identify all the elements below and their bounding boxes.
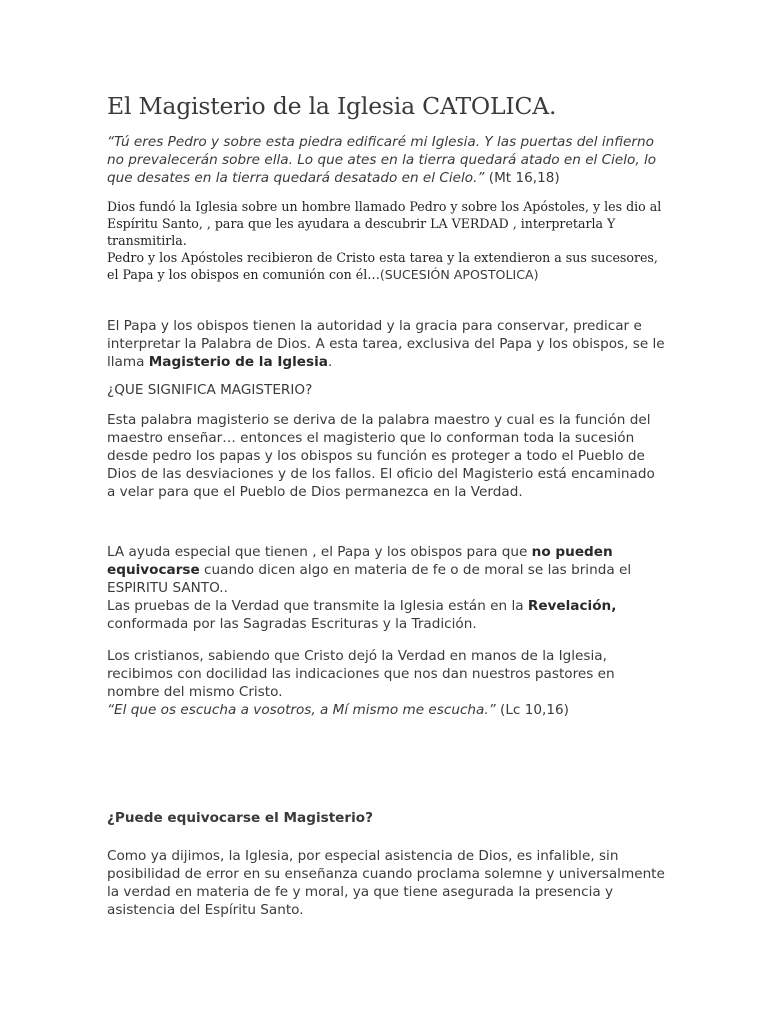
opening-quote [107, 133, 667, 187]
quote-reference: (Mt 16,18) [484, 170, 560, 186]
ayuda-text-a: LA ayuda especial que tienen , el Papa y los obispos para que [107, 544, 532, 560]
no-pueden-bold: no pueden equivocarse [107, 544, 613, 578]
autoridad-text: El Papa y los obispos tienen la autoridad y la gracia para conservar, predicar e interpretar la Palabra de Dios. A esta tarea, exclusiva del Papa y los obispos, se le llama [107, 318, 665, 370]
paragraph-infalible: Como ya dijimos, la Iglesia, por especial asistencia de Dios, es infalible, sin posibilidad de error en su enseñanza cuando proclama solemne y universalmente la verdad en materia de fe y moral, ya que tiene asegurada la presencia y asistencia del Espíritu Santo. [107, 848, 665, 918]
intro-line-2 [107, 249, 667, 284]
intro-line-2-suffix: (SUCESIÓN APOSTOLICA) [379, 267, 539, 282]
intro-line-2-text: Pedro y los Apóstoles recibieron de Cristo esta tarea y la extendieron a sus sucesores, el Papa y los obispos en comunión con él… [107, 250, 658, 282]
ayuda-text-c: Las pruebas de la Verdad que transmite la Iglesia están en la [107, 598, 528, 614]
ayuda-part-2 [107, 597, 667, 633]
paragraph-autoridad [107, 317, 667, 371]
revelacion-bold: Revelación, [527, 598, 617, 614]
paragraph-palabra: Esta palabra magisterio se deriva de la palabra maestro y cual es la función del maestro enseñar… entonces el magisterio que lo conforman toda la sucesión desde pedro los papas y los obispos su función es proteger a todo el Pueblo de Dios de las desviaciones y de los fallos. El oficio del Magisterio está encaminado a velar para que el Pueblo de Dios permanezca en la Verdad. [107, 412, 655, 500]
paragraph-cristianos [107, 647, 667, 719]
heading-puede-equivocarse: ¿Puede equivocarse el Magisterio? [107, 810, 373, 826]
ayuda-text-b: cuando dicen algo en materia de fe o de moral se las brinda el ESPIRITU SANTO.. [107, 562, 632, 596]
magisterio-bold: Magisterio de la Iglesia [148, 354, 328, 370]
ayuda-part-1 [107, 543, 667, 597]
page-title: El Magisterio de la Iglesia CATOLICA. [107, 92, 557, 120]
ayuda-text-d: conformada por las Sagradas Escrituras y la Tradición. [107, 616, 477, 632]
paragraph-ayuda [107, 543, 667, 633]
autoridad-end: . [327, 354, 333, 370]
cristianos-ref: (Lc 10,16) [495, 702, 569, 718]
cristianos-text: Los cristianos, sabiendo que Cristo dejó la Verdad en manos de la Iglesia, recibimos con docilidad las indicaciones que nos dan nuestros pastores en nombre del mismo Cristo. [107, 648, 615, 700]
intro-line-1: Dios fundó la Iglesia sobre un hombre llamado Pedro y sobre los Apóstoles, y les dio al Espíritu Santo, , para que les ayudara a descubrir LA VERDAD , interpretarla Y transmitirla. [107, 199, 662, 248]
cristianos-quote-line [107, 701, 667, 719]
heading-que-significa: ¿QUE SIGNIFICA MAGISTERIO? [107, 382, 313, 398]
intro-paragraph [107, 198, 667, 284]
cristianos-quote: “El que os escucha a vosotros, a Mí mismo me escucha.” [107, 702, 496, 718]
quote-text: “Tú eres Pedro y sobre esta piedra edificaré mi Iglesia. Y las puertas del infierno no prevalecerán sobre ella. Lo que ates en la tierra quedará atado en el Cielo, lo que desates en la tierra quedará desatado en el Cielo.” [107, 134, 657, 186]
